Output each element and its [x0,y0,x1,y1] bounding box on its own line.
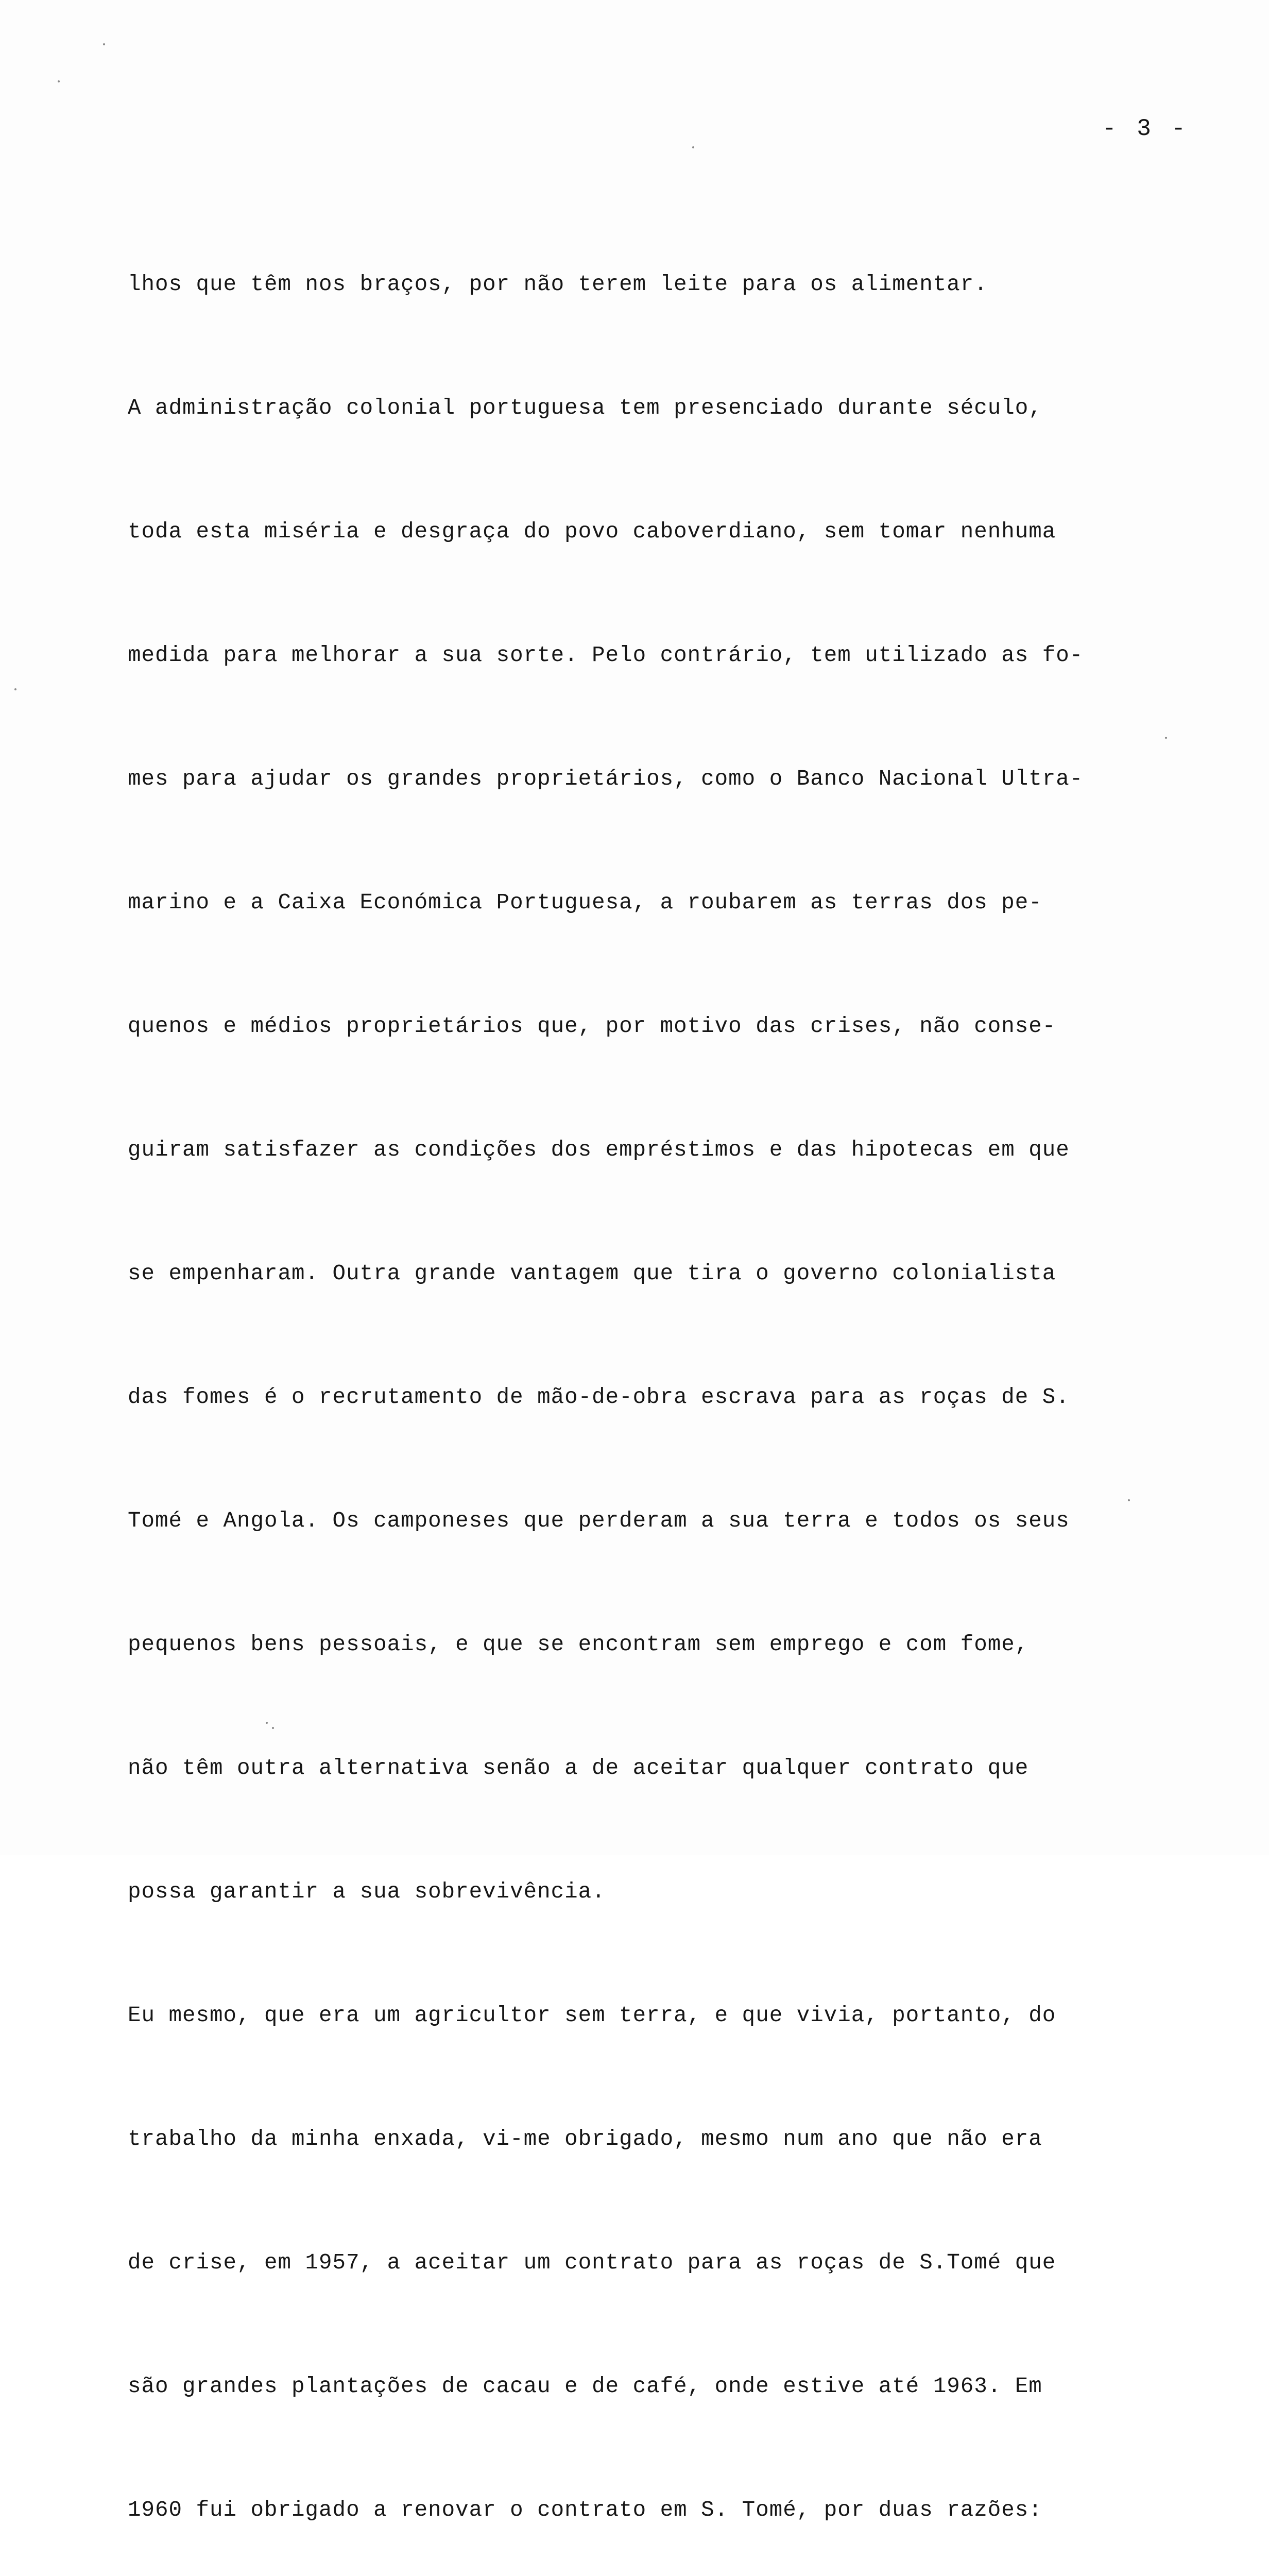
text-line: lhos que têm nos braços, por não terem leite para os alimentar. [128,272,988,297]
body-text [128,181,1184,2576]
text-line: marino e a Caixa Económica Portuguesa, a roubarem as terras dos pe- [128,890,1042,915]
text-line: trabalho da minha enxada, vi-me obrigado, mesmo num ano que não era [128,2127,1042,2151]
scan-speck [58,80,60,82]
scan-speck [272,1727,274,1729]
text-line: pequenos bens pessoais, e que se encontram sem emprego e com fome, [128,1632,1029,1657]
text-line: são grandes plantações de cacau e de café, onde estive até 1963. Em [128,2374,1042,2399]
scan-speck [266,1722,268,1724]
text-line: das fomes é o recrutamento de mão-de-obra escrava para as roças de S. [128,1385,1070,1410]
text-line: A administração colonial portuguesa tem presenciado durante século, [128,396,1042,420]
scan-speck [1128,1499,1130,1501]
text-line: de crise, em 1957, a aceitar um contrato para as roças de S.Tomé que [128,2250,1056,2275]
text-line: se empenharam. Outra grande vantagem que tira o governo colonialista [128,1261,1056,1286]
text-line: mes para ajudar os grandes proprietários, como o Banco Nacional Ultra- [128,767,1084,791]
text-line: toda esta miséria e desgraça do povo caboverdiano, sem tomar nenhuma [128,519,1056,544]
scan-speck [103,43,105,45]
text-line: Eu mesmo, que era um agricultor sem terra, e que vivia, portanto, do [128,2003,1056,2028]
text-line: possa garantir a sua sobrevivência. [128,1879,606,1904]
text-line: medida para melhorar a sua sorte. Pelo contrário, tem utilizado as fo- [128,643,1084,668]
scan-speck [692,146,694,148]
page-number: - 3 - [1102,115,1189,142]
scan-speck [14,688,16,690]
scan-speck [1165,737,1167,739]
text-line: não têm outra alternativa senão a de aceitar qualquer contrato que [128,1756,1029,1781]
text-line: 1960 fui obrigado a renovar o contrato em S. Tomé, por duas razões: [128,2498,1042,2522]
text-line: Tomé e Angola. Os camponeses que perderam a sua terra e todos os seus [128,1509,1070,1533]
text-line: guiram satisfazer as condições dos empréstimos e das hipotecas em que [128,1138,1070,1162]
text-line: quenos e médios proprietários que, por motivo das crises, não conse- [128,1014,1056,1039]
